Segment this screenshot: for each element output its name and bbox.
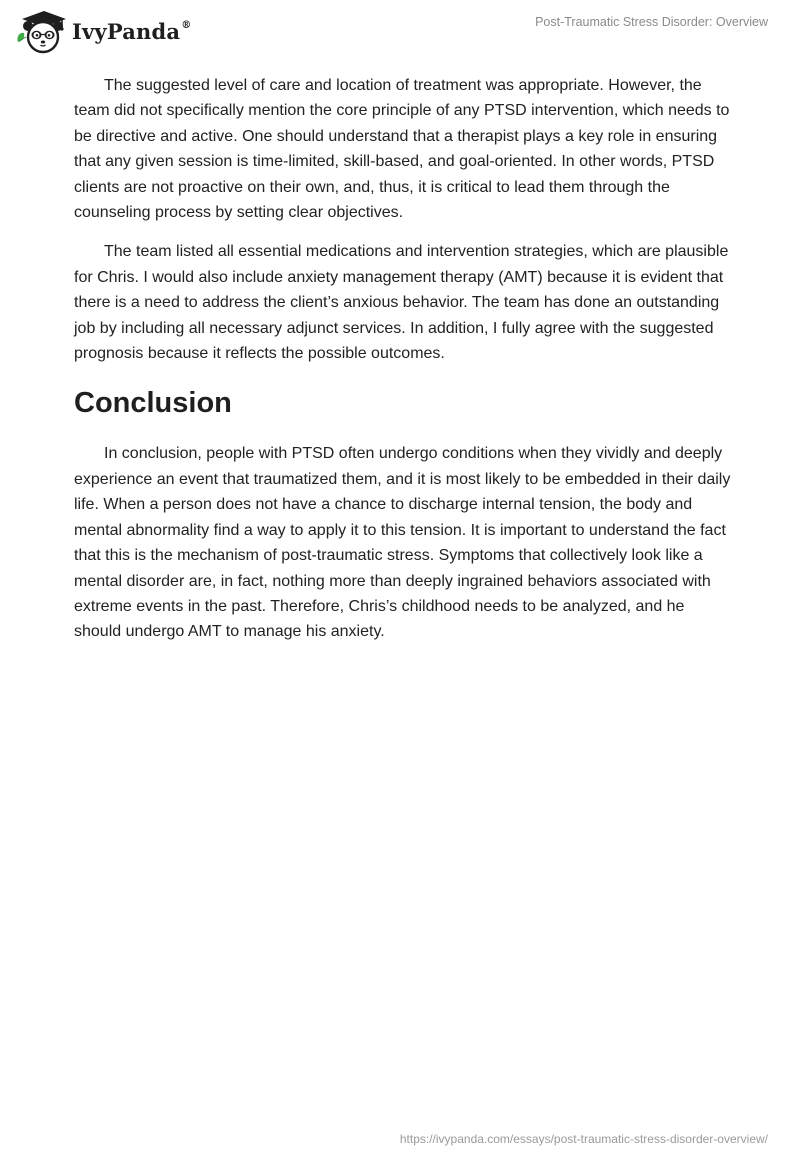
conclusion-heading: Conclusion	[74, 387, 232, 420]
conclusion-paragraph: In conclusion, people with PTSD often undergo conditions when they vividly and deeply experience an event that traumatized them, and it is most likely to be embedded in their daily life. When a person does not have a chance to discharge internal tension, the body and mental abnormality find a way to apply it to this tension. It is important to understand the fact that this is the mechanism of post-traumatic stress. Symptoms that collectively look like a mental disorder are, in fact, nothing more than deeply ingrained behaviors associated with extreme events in the past. Therefore, Chris’s childhood needs to be analyzed, and he should undergo AMT to manage his anxiety.	[74, 445, 731, 641]
panda-logo-icon	[14, 6, 66, 54]
body-paragraph: The suggested level of care and location of treatment was appropriate. However, the team did not specifically mention the core principle of any PTSD intervention, which needs to be directive and active. One should understand that a therapist plays a key role in ensuring that any given session is time-limited, skill-based, and goal-oriented. In other words, PTSD clients are not proactive on their own, and, thus, it is critical to lead them through the counseling process by setting clear objectives.	[74, 77, 730, 222]
document-title: Post-Traumatic Stress Disorder: Overview	[535, 15, 768, 29]
source-url-link[interactable]: https://ivypanda.com/essays/post-traumatic-stress-disorder-overview/	[399, 1132, 768, 1146]
essay-body	[74, 73, 734, 659]
logo-wordmark: IvyPanda®	[72, 18, 192, 44]
ivypanda-logo[interactable]	[14, 6, 191, 54]
body-paragraph: The team listed all essential medications and intervention strategies, which are plausible for Chris. I would also include anxiety management therapy (AMT) because it is evident that there is a need to address the client’s anxious behavior. The team has done an outstanding job by including all necessary adjunct services. In addition, I fully agree with the suggested prognosis because it reflects the possible outcomes.	[74, 243, 729, 363]
page-header	[0, 0, 800, 60]
